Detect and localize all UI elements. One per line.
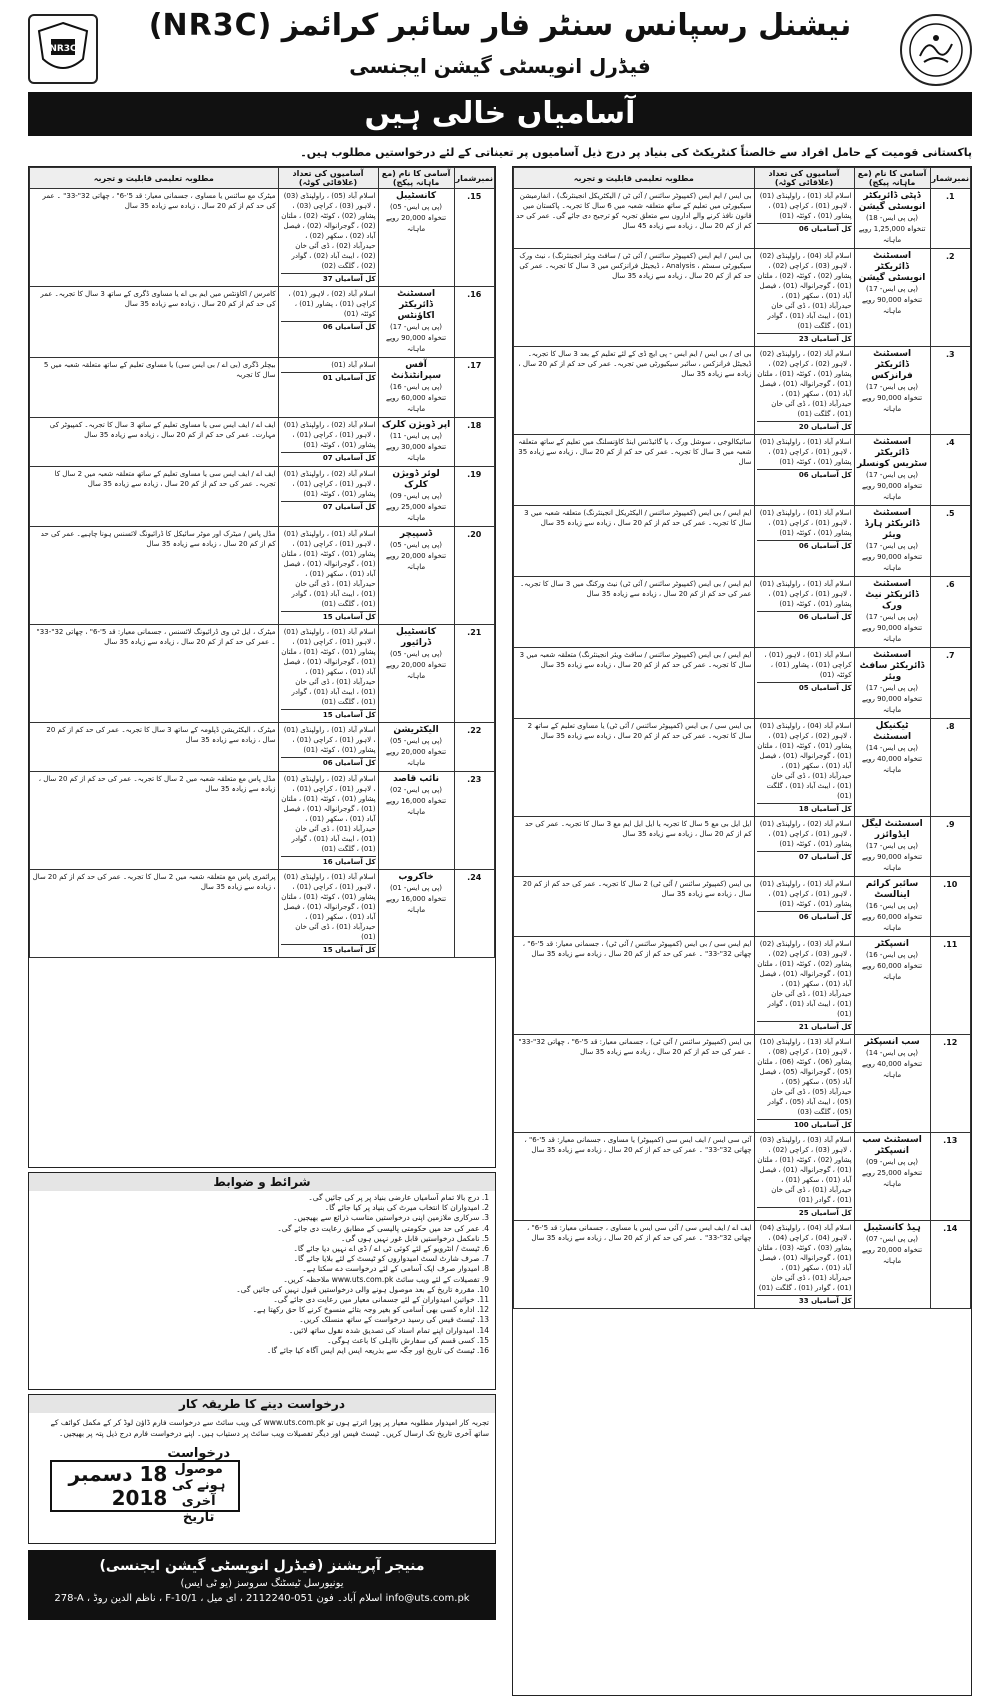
post-salary: تنخواہ 20,000 روپے ماہانہ [862, 1246, 923, 1265]
post-name: لوئر ڈویژن کلرک [392, 469, 440, 490]
post-number: 7. [930, 648, 970, 719]
seats-cell [754, 347, 854, 435]
post-salary: تنخواہ 25,000 روپے ماہانہ [386, 503, 447, 522]
table-row [514, 719, 971, 817]
qualification-cell: بی ایس (کمپیوٹر سائنس / آئی ٹی) 2 سال کا تجربہ۔ عمر کی حد کم از کم 20 سال ، زیادہ سے زیادہ 35 سال [514, 877, 755, 937]
table-row [514, 877, 971, 937]
seats-cell [754, 1035, 854, 1133]
seats-total: کل آسامیاں 06 [757, 223, 852, 234]
shield-icon [33, 19, 93, 79]
post-cell [854, 506, 930, 577]
post-scale: (پی پی ایس- 14) [866, 1049, 919, 1057]
table-row [30, 527, 495, 625]
table-row [514, 435, 971, 506]
intro-text: پاکستانی قومیت کے حامل افراد سے خالصتاً کنٹریکٹ کی بنیاد پر درج ذیل آسامیوں پر تعیناتی کے لئے درخواستیں مطلوب ہیں۔ [300, 146, 972, 159]
post-name: اسسٹنٹ لیگل ایڈوائزر [861, 819, 923, 840]
seats-cell [278, 287, 378, 358]
qualification-cell: ایف اے / ایف ایس سی یا مساوی تعلیم کے ساتھ متعلقہ شعبہ میں 2 سال کا تجربہ۔ عمر کی حد کم از کم 20 سال ، زیادہ سے زیادہ 35 سال [30, 467, 279, 527]
seats-cell [754, 1133, 854, 1221]
terms-item: 11. خواتین امیدواران کے لئے جسمانی معیار میں رعایت دی جائے گی۔ [273, 1295, 489, 1305]
post-salary: تنخواہ 20,000 روپے ماہانہ [386, 214, 447, 233]
post-cell [854, 719, 930, 817]
deadline-date: 18 دسمبر 2018 [68, 1462, 168, 1510]
terms-item: 1. درج بالا تمام آسامیاں عارضی بنیاد پر پر کی جائیں گی۔ [308, 1193, 489, 1202]
table-row [30, 772, 495, 870]
post-number: 23. [454, 772, 494, 870]
terms-item: 8. امیدوار صرف ایک آسامی کے لئے درخواست دے سکتا ہے۔ [302, 1264, 489, 1274]
seats-total: کل آسامیاں 16 [281, 856, 376, 867]
seats-list: اسلام آباد (03) ، راولپنڈی (03) ، لاہور (03) ، کراچی (02) ، پشاور (02) ، کوئٹہ (01) ، ملتان (01) ، گوجرانوالہ (01) ، فیصل آباد (01) ، سکھر (01) ، حیدرآباد (01) ، ڈی آئی خان (01) ، گوادر (01) [757, 1136, 852, 1204]
post-number: 13. [930, 1133, 970, 1221]
seats-cell [754, 648, 854, 719]
header-seats: آسامیوں کی تعداد (علاقائی کوٹہ) [754, 168, 854, 189]
post-number: 24. [454, 870, 494, 958]
qualification-cell: ایف اے / ایف ایس سی / آئی سی ایس یا مساوی ، جسمانی معیار: قد 5'-6" ، چھاتی 32"-33" ۔ عمر کی حد کم از کم 20 سال ، زیادہ سے زیادہ 35 سال [514, 1221, 755, 1309]
seats-cell [278, 418, 378, 467]
qualification-cell: ایم ایس / بی ایس (کمپیوٹر سائنس / آئی ٹی) نیٹ ورکنگ میں 3 سال کا تجربہ۔ عمر کی حد کم از کم 20 سال ، زیادہ سے زیادہ 35 سال [514, 577, 755, 648]
terms-item: 9. تفصیلات کے لئے ویب سائٹ www.uts.com.pk ملاحظہ کریں۔ [283, 1274, 489, 1284]
post-cell [378, 358, 454, 418]
seats-list: اسلام آباد (01) ، راولپنڈی (01) ، لاہور (01) ، کراچی (01) ، پشاور (01) ، کوئٹہ (01) [759, 509, 852, 537]
post-salary: تنخواہ 16,000 روپے ماہانہ [386, 797, 447, 816]
post-name: ٹیکنیکل اسسٹنٹ [873, 721, 912, 742]
post-number: 15. [454, 189, 494, 287]
post-number: 22. [454, 723, 494, 772]
seats-list: اسلام آباد (02) ، راولپنڈی (01) ، لاہور (01) ، کراچی (01) ، پشاور (01) ، کوئٹہ (01) [759, 820, 852, 848]
post-salary: تنخواہ 25,000 روپے ماہانہ [862, 1169, 923, 1188]
seats-cell [754, 937, 854, 1035]
post-salary: تنخواہ 90,000 روپے ماہانہ [862, 394, 923, 413]
post-salary: تنخواہ 60,000 روپے ماہانہ [862, 913, 923, 932]
seats-cell [754, 189, 854, 249]
seats-total: کل آسامیاں 25 [757, 1207, 852, 1218]
post-name: اسسٹنٹ ڈائریکٹر نیٹ ورک [865, 579, 919, 611]
post-scale: (پی پی ایس- 17) [390, 323, 443, 331]
post-salary: تنخواہ 90,000 روپے ماہانہ [386, 334, 447, 353]
terms-item: 14. امیدواران اپنے تمام اسناد کی تصدیق شدہ نقول ساتھ لائیں۔ [288, 1325, 489, 1335]
post-name: نائب قاصد [393, 774, 440, 784]
seats-total: کل آسامیاں 20 [757, 421, 852, 432]
address-line-2: یونیورسل ٹیسٹنگ سروسز (یو ٹی ایس) [180, 1578, 344, 1589]
post-scale: (پی پی ایس- 11) [390, 432, 443, 440]
post-cell [854, 817, 930, 877]
post-scale: (پی پی ایس- 09) [866, 1158, 919, 1166]
seats-cell [278, 772, 378, 870]
post-salary: تنخواہ 90,000 روپے ماہانہ [862, 853, 923, 872]
post-scale: (پی پی ایس- 17) [866, 383, 919, 391]
seats-cell [278, 723, 378, 772]
post-salary: تنخواہ 16,000 روپے ماہانہ [386, 895, 447, 914]
table-row [514, 249, 971, 347]
header-post: آسامی کا نام (مع ماہانہ پیکج) [378, 168, 454, 189]
post-number: 4. [930, 435, 970, 506]
post-cell [378, 772, 454, 870]
deadline-label: درخواست موصول ہونے کی آخری تاریخ [167, 1446, 230, 1525]
post-name: ڈسپیچر [399, 529, 433, 539]
post-salary: تنخواہ 1,25,000 روپے ماہانہ [858, 225, 926, 244]
post-number: 12. [930, 1035, 970, 1133]
post-cell [854, 435, 930, 506]
post-cell [378, 625, 454, 723]
seats-list: اسلام آباد (02) ، راولپنڈی (01) ، لاہور (01) ، کراچی (01) ، پشاور (01) ، کوئٹہ (01) ، ملتان (01) ، گوجرانوالہ (01) ، فیصل آباد (01) ، سکھر (01) ، حیدرآباد (01) ، ڈی آئی خان (01) ، ایبٹ آباد (01) ، گوادر (01) ، گلگت (01) [281, 775, 376, 853]
post-cell [854, 577, 930, 648]
post-scale: (پی پی ایس- 17) [866, 684, 919, 692]
post-salary: تنخواہ 20,000 روپے ماہانہ [386, 748, 447, 767]
post-salary: تنخواہ 60,000 روپے ماہانہ [386, 394, 447, 413]
seats-cell [278, 358, 378, 418]
seats-cell [754, 577, 854, 648]
qualification-cell: بیچلر ڈگری (بی اے / بی ایس سی) یا مساوی تعلیم کے ساتھ متعلقہ شعبہ میں 5 سال کا تجربہ [30, 358, 279, 418]
deadline-box [50, 1446, 240, 1525]
seats-list: اسلام آباد (02) ، لاہور (01) ، کراچی (01) ، پشاور (01) ، کوئٹہ (01) [288, 290, 376, 318]
post-scale: (پی پی ایس- 17) [866, 471, 919, 479]
post-salary: تنخواہ 20,000 روپے ماہانہ [386, 661, 447, 680]
post-name: الیکٹریشن [393, 725, 439, 735]
post-name: اسسٹنٹ ڈائریکٹر انویسٹی گیشن [858, 251, 926, 283]
header [0, 0, 999, 100]
table-row [30, 189, 495, 287]
qualification-cell: ایم ایس / بی ایس (کمپیوٹر سائنس / الیکٹریکل انجینئرنگ) متعلقہ شعبہ میں 3 سال کا تجربہ۔ عمر کی حد کم از کم 20 سال ، زیادہ سے زیادہ 35 سال [514, 506, 755, 577]
qualification-cell: پرائمری پاس مع متعلقہ شعبہ میں 2 سال کا تجربہ۔ عمر کی حد کم از کم 20 سال ، زیادہ سے زیادہ 35 سال [30, 870, 279, 958]
seats-list: اسلام آباد (01) ، راولپنڈی (01) ، لاہور (01) ، کراچی (01) ، پشاور (01) ، کوئٹہ (01) [283, 726, 376, 754]
qualification-cell: ایف اے / ایف ایس سی یا مساوی تعلیم کے ساتھ 3 سال کا تجربہ۔ کمپیوٹر کی مہارت۔ عمر کی حد کم از کم 20 سال ، زیادہ سے زیادہ 35 سال [30, 418, 279, 467]
post-salary: تنخواہ 20,000 روپے ماہانہ [386, 552, 447, 571]
seats-total: کل آسامیاں 07 [281, 452, 376, 463]
terms-item: 5. نامکمل درخواستیں قابل غور نہیں ہوں گی۔ [341, 1233, 489, 1243]
post-cell [854, 648, 930, 719]
seats-total: کل آسامیاں 05 [757, 682, 852, 693]
table-row [514, 648, 971, 719]
seats-cell [754, 877, 854, 937]
post-name: سب انسپکٹر [864, 1037, 920, 1047]
address-line-3: 278-A ، ناظم الدین روڈ ، F-10/1 ، اسلام آباد۔ فون 051-2112240 ، ای میل info@uts.com.pk [54, 1593, 470, 1604]
post-number: 19. [454, 467, 494, 527]
seats-list: اسلام آباد (01) ، راولپنڈی (01) ، لاہور (01) ، کراچی (01) ، پشاور (01) ، کوئٹہ (01) ، ملتان (01) ، گوجرانوالہ (01) ، فیصل آباد (01) ، سکھر (01) ، حیدرآباد (01) ، ڈی آئی خان (01) [281, 873, 376, 941]
post-number: 2. [930, 249, 970, 347]
qualification-cell: مڈل پاس مع متعلقہ شعبہ میں 2 سال کا تجربہ۔ عمر کی حد کم از کم 20 سال ، زیادہ سے زیادہ 35 سال [30, 772, 279, 870]
seats-total: کل آسامیاں 33 [757, 1295, 852, 1306]
seats-total: کل آسامیاں 07 [281, 501, 376, 512]
seats-total: کل آسامیاں 07 [757, 851, 852, 862]
seats-cell [754, 435, 854, 506]
post-scale: (پی پی ایس- 17) [866, 285, 919, 293]
post-cell [854, 249, 930, 347]
post-number: 16. [454, 287, 494, 358]
post-salary: تنخواہ 90,000 روپے ماہانہ [862, 482, 923, 501]
post-cell [854, 937, 930, 1035]
post-name: انسپکٹر [875, 939, 909, 949]
post-name: اسسٹنٹ ڈائریکٹر سٹریس کونسلر [857, 437, 928, 469]
post-number: 11. [930, 937, 970, 1035]
table-header-row [30, 168, 495, 189]
seats-list: اسلام آباد (04) ، راولپنڈی (04) ، لاہور (04) ، کراچی (04) ، پشاور (03) ، کوئٹہ (03) ، ملتان (01) ، گوجرانوالہ (01) ، فیصل آباد (01) ، سکھر (01) ، حیدرآباد (01) ، ڈی آئی خان (01) ، گوادر (01) ، گلگت (01) [757, 1224, 852, 1292]
post-cell [854, 1221, 930, 1309]
post-salary: تنخواہ 90,000 روپے ماہانہ [862, 624, 923, 643]
apply-text: تجربہ کار امیدوار مطلوبہ معیار پر پورا اترتے ہوں تو www.uts.com.pk کی ویب سائٹ سے درخواست فارم ڈاؤن لوڈ کر کے مکمل کوائف کے ساتھ آخری تاریخ تک ارسال کریں۔ ٹیسٹ فیس اور دیگر تفصیلات ویب سائٹ پر دستیاب ہیں۔ اپنے درخواست فارم درج ذیل پتہ پر بھیجیں۔ [50, 1418, 489, 1438]
post-salary: تنخواہ 40,000 روپے ماہانہ [862, 1060, 923, 1079]
seats-total: کل آسامیاں 18 [757, 803, 852, 814]
post-cell [378, 467, 454, 527]
table-row [30, 723, 495, 772]
address-line-1: منیجر آپریشنز (فیڈرل انویسٹی گیشن ایجنسی) [99, 1558, 425, 1574]
header-qual: مطلوبہ تعلیمی قابلیت و تجربہ [514, 168, 755, 189]
post-name: اسسٹنٹ ڈائریکٹر سافٹ ویئر [859, 650, 925, 682]
qualification-cell: ایم ایس سی / بی ایس (کمپیوٹر سائنس / آئی ٹی) ، جسمانی معیار: قد 5'-6" ، چھاتی 32"-33" ۔ عمر کی حد کم از کم 20 سال ، زیادہ سے زیادہ 35 سال [514, 937, 755, 1035]
header-seats: آسامیوں کی تعداد (علاقائی کوٹہ) [278, 168, 378, 189]
post-name: سائبر کرائم اینالسٹ [865, 879, 919, 900]
seats-list: اسلام آباد (01) ، راولپنڈی (01) ، لاہور (01) ، کراچی (01) ، پشاور (01) ، کوئٹہ (01) ، ملتان (01) ، گوجرانوالہ (01) ، فیصل آباد (01) ، سکھر (01) ، حیدرآباد (01) ، ڈی آئی خان (01) ، ایبٹ آباد (01) ، گوادر (01) ، گلگت (01) [281, 628, 376, 706]
post-salary: تنخواہ 90,000 روپے ماہانہ [862, 695, 923, 714]
table-row [514, 347, 971, 435]
table-row [30, 287, 495, 358]
header-qual: مطلوبہ تعلیمی قابلیت و تجربہ [30, 168, 279, 189]
terms-item: 2. امیدواران کا انتخاب میرٹ کی بنیاد پر کیا جائے گا۔ [324, 1203, 489, 1213]
nr3c-logo [28, 14, 98, 84]
seats-total: کل آسامیاں 06 [281, 757, 376, 768]
post-scale: (پی پی ایس- 01) [390, 884, 443, 892]
table-row [514, 817, 971, 877]
post-salary: تنخواہ 40,000 روپے ماہانہ [862, 755, 923, 774]
post-name: اسسٹنٹ ڈائریکٹر فرانزکس [871, 349, 913, 381]
seats-list: اسلام آباد (01) ، راولپنڈی (01) ، لاہور (01) ، کراچی (01) ، پشاور (01) ، کوئٹہ (01) [759, 880, 852, 908]
qualification-cell: میٹرک مع سائنس یا مساوی ، جسمانی معیار: قد 5'-6" ، چھاتی 32"-33" ۔ عمر کی حد کم از کم 20 سال ، زیادہ سے زیادہ 35 سال [30, 189, 279, 287]
header-sn: نمبرشمار [930, 168, 970, 189]
post-name: اسسٹنٹ سب انسپکٹر [862, 1135, 922, 1156]
seats-total: کل آسامیاں 06 [281, 321, 376, 332]
seats-cell [278, 467, 378, 527]
qualification-cell: کامرس / اکاؤنٹس میں ایم بی اے یا مساوی ڈگری کے ساتھ 3 سال کا تجربہ۔ عمر کی حد کم از کم 20 سال ، زیادہ سے زیادہ 35 سال [30, 287, 279, 358]
post-scale: (پی پی ایس- 16) [866, 951, 919, 959]
posts-table [513, 167, 971, 1309]
vacancies-banner: آسامیاں خالی ہیں [28, 92, 972, 136]
seats-cell [278, 527, 378, 625]
post-number: 8. [930, 719, 970, 817]
post-scale: (پی پی ایس- 09) [390, 492, 443, 500]
seats-list: اسلام آباد (01) ، راولپنڈی (01) ، لاہور (01) ، کراچی (01) ، پشاور (01) ، کوئٹہ (01) [759, 438, 852, 466]
header-post: آسامی کا نام (مع ماہانہ پیکج) [854, 168, 930, 189]
post-number: 5. [930, 506, 970, 577]
table-row [514, 1035, 971, 1133]
post-scale: (پی پی ایس- 05) [390, 541, 443, 549]
post-cell [854, 1133, 930, 1221]
post-name: ڈپٹی ڈائریکٹر انویسٹی گیشن [858, 191, 926, 212]
terms-item: 7. صرف شارٹ لسٹ امیدواروں کو ٹیسٹ کے لئے بلایا جائے گا۔ [293, 1254, 489, 1264]
posts-table [29, 167, 495, 958]
post-name: اسسٹنٹ ڈائریکٹر ہارڈ ویئر [864, 508, 920, 540]
seats-total: کل آسامیاں 01 [281, 372, 376, 383]
post-cell [854, 347, 930, 435]
seats-list: اسلام آباد (04) ، راولپنڈی (02) ، لاہور (03) ، کراچی (02) ، پشاور (02) ، کوئٹہ (02) ، ملتان (01) ، گوجرانوالہ (01) ، فیصل آباد (01) ، سکھر (01) ، حیدرآباد (01) ، ڈی آئی خان (01) ، ایبٹ آباد (01) ، گوادر (01) ، گلگت (01) [757, 252, 852, 330]
post-cell [378, 527, 454, 625]
post-scale: (پی پی ایس- 14) [866, 744, 919, 752]
posts-table-left [28, 166, 496, 1168]
seats-list: اسلام آباد (01) [331, 361, 376, 369]
post-name: ہیڈ کانسٹیبل [863, 1223, 921, 1233]
table-row [30, 418, 495, 467]
seats-cell [754, 506, 854, 577]
seats-list: اسلام آباد (02) ، راولپنڈی (01) ، لاہور (01) ، کراچی (01) ، پشاور (01) ، کوئٹہ (01) [283, 470, 376, 498]
post-name: اپر ڈویژن کلرک [381, 420, 451, 430]
post-salary: تنخواہ 30,000 روپے ماہانہ [386, 443, 447, 462]
seats-cell [754, 817, 854, 877]
post-scale: (پی پی ایس- 05) [390, 737, 443, 745]
seats-total: کل آسامیاں 06 [757, 911, 852, 922]
post-number: 18. [454, 418, 494, 467]
seats-cell [278, 189, 378, 287]
seats-list: اسلام آباد (02) ، راولپنڈی (02) ، لاہور (02) ، کراچی (02) ، پشاور (01) ، کوئٹہ (01) ، ملتان (01) ، گوجرانوالہ (01) ، فیصل آباد (01) ، سکھر (01) ، حیدرآباد (01) ، ڈی آئی خان (01) ، گلگت (01) [757, 350, 852, 418]
qualification-cell: ایل ایل بی مع 5 سال کا تجربہ یا ایل ایل ایم مع 3 سال کا تجربہ۔ عمر کی حد کم از کم 20 سال ، زیادہ سے زیادہ 35 سال [514, 817, 755, 877]
terms-item: 13. ٹیسٹ فیس کی رسید درخواست کے ساتھ منسلک کریں۔ [299, 1315, 489, 1325]
address-block [28, 1550, 496, 1620]
post-scale: (پی پی ایس- 05) [390, 650, 443, 658]
post-name: آفس سپرانٹنڈنٹ [391, 360, 442, 381]
seats-total: کل آسامیاں 15 [281, 944, 376, 955]
page-subtitle: فیڈرل انویسٹی گیشن ایجنسی [349, 54, 651, 78]
qualification-cell: بی ایس (کمپیوٹر سائنس / آئی ٹی) ، جسمانی معیار: قد 5'-6" ، چھاتی 32"-33" ۔ عمر کی حد کم از کم 20 سال ، زیادہ سے زیادہ 35 سال [514, 1035, 755, 1133]
seats-list: اسلام آباد (01) ، راولپنڈی (01) ، لاہور (01) ، کراچی (01) ، پشاور (01) ، کوئٹہ (01) [759, 192, 852, 220]
post-scale: (پی پی ایس- 17) [866, 542, 919, 550]
terms-item: 4. عمر کی حد میں حکومتی پالیسی کے مطابق رعایت دی جائے گی۔ [277, 1223, 489, 1233]
post-scale: (پی پی ایس- 05) [390, 203, 443, 211]
seats-total: کل آسامیاں 15 [281, 709, 376, 720]
post-scale: (پی پی ایس- 17) [866, 613, 919, 621]
terms-item: 12. ادارہ کسی بھی آسامی کو بغیر وجہ بتائے منسوخ کرنے کا حق رکھتا ہے۔ [252, 1305, 489, 1315]
qualification-cell: آئی سی ایس / ایف ایس سی (کمپیوٹر) یا مساوی ، جسمانی معیار: قد 5'-6" ، چھاتی 32"-33" ۔ عمر کی حد کم از کم 20 سال ، زیادہ سے زیادہ 35 سال [514, 1133, 755, 1221]
post-number: 17. [454, 358, 494, 418]
post-number: 10. [930, 877, 970, 937]
qualification-cell: میٹرک ، الیکٹریشن ڈپلومہ کے ساتھ 3 سال کا تجربہ۔ عمر کی حد کم از کم 20 سال ، زیادہ سے زیادہ 35 سال [30, 723, 279, 772]
post-number: 14. [930, 1221, 970, 1309]
post-cell [854, 189, 930, 249]
table-row [30, 625, 495, 723]
seats-total: کل آسامیاں 37 [281, 273, 376, 284]
table-header-row [514, 168, 971, 189]
apply-title: درخواست دینے کا طریقہ کار [29, 1395, 495, 1413]
table-row [514, 577, 971, 648]
post-cell [854, 1035, 930, 1133]
post-cell [378, 870, 454, 958]
post-cell [378, 723, 454, 772]
table-row [30, 870, 495, 958]
terms-list [29, 1191, 495, 1358]
post-name: اسسٹنٹ ڈائریکٹر اکاؤنٹس [397, 289, 436, 321]
post-number: 20. [454, 527, 494, 625]
seats-list: اسلام آباد (03) ، راولپنڈی (02) ، لاہور (03) ، کراچی (02) ، پشاور (02) ، کوئٹہ (01) ، ملتان (01) ، گوجرانوالہ (01) ، فیصل آباد (01) ، سکھر (01) ، حیدرآباد (01) ، ڈی آئی خان (01) ، ایبٹ آباد (01) ، گوادر (01) [757, 940, 852, 1018]
qualification-cell: سائیکالوجی ، سوشل ورک ، یا گائیڈنس اینڈ کاؤنسلنگ میں تعلیم کے ساتھ متعلقہ شعبہ میں 3 سال کا تجربہ۔ عمر کی حد کم از کم 20 سال ، زیادہ سے زیادہ 35 سال [514, 435, 755, 506]
post-salary: تنخواہ 60,000 روپے ماہانہ [862, 962, 923, 981]
post-scale: (پی پی ایس- 07) [866, 1235, 919, 1243]
seats-list: اسلام آباد (02) ، راولپنڈی (01) ، لاہور (01) ، کراچی (01) ، پشاور (01) ، کوئٹہ (01) [283, 421, 376, 449]
seats-cell [754, 1221, 854, 1309]
seats-list: اسلام آباد (01) ، لاہور (01) ، کراچی (01) ، پشاور (01) ، کوئٹہ (01) [764, 651, 852, 679]
qualification-cell: ایم ایس / بی ایس (کمپیوٹر سائنس / سافٹ ویئر انجینئرنگ) متعلقہ شعبہ میں 3 سال کا تجربہ۔ عمر کی حد کم از کم 20 سال ، زیادہ سے زیادہ 35 سال [514, 648, 755, 719]
post-scale: (پی پی ایس- 16) [866, 902, 919, 910]
table-row [514, 506, 971, 577]
seats-total: کل آسامیاں 06 [757, 469, 852, 480]
terms-title: شرائط و ضوابط [29, 1173, 495, 1191]
seats-total: کل آسامیاں 21 [757, 1021, 852, 1032]
qualification-cell: مڈل پاس / میٹرک اور موٹر سائیکل کا ڈرائیونگ لائسنس ہونا چاہیے۔ عمر کی حد کم از کم 20 سال ، زیادہ سے زیادہ 35 سال [30, 527, 279, 625]
table-row [514, 1221, 971, 1309]
qualification-cell: بی ایس سی / بی ایس (کمپیوٹر سائنس / آئی ٹی) یا مساوی تعلیم کے ساتھ 2 سال کا تجربہ۔ عمر کی حد کم از کم 20 سال ، زیادہ سے زیادہ 35 سال [514, 719, 755, 817]
terms-section [28, 1172, 496, 1390]
post-number: 9. [930, 817, 970, 877]
terms-item: 6. ٹیسٹ / انٹرویو کے لئے کوئی ٹی اے / ڈی اے نہیں دیا جائے گا۔ [293, 1244, 489, 1254]
seats-total: کل آسامیاں 06 [757, 540, 852, 551]
seats-total: کل آسامیاں 100 [757, 1119, 852, 1130]
seats-cell [278, 870, 378, 958]
seats-list: اسلام آباد (01) ، راولپنڈی (01) ، لاہور (01) ، کراچی (01) ، پشاور (01) ، کوئٹہ (01) [759, 580, 852, 608]
seats-list: اسلام آباد (13) ، راولپنڈی (10) ، لاہور (10) ، کراچی (08) ، پشاور (06) ، کوئٹہ (06) ، ملتان (05) ، گوجرانوالہ (05) ، فیصل آباد (05) ، سکھر (05) ، حیدرآباد (05) ، ڈی آئی خان (05) ، ایبٹ آباد (05) ، گوادر (05) ، گلگت (03) [757, 1038, 852, 1116]
terms-item: 16. ٹیسٹ کی تاریخ اور جگہ سے بذریعہ ایس ایم ایس آگاہ کیا جائے گا۔ [266, 1346, 489, 1356]
table-row [30, 467, 495, 527]
post-scale: (پی پی ایس- 16) [390, 383, 443, 391]
post-number: 3. [930, 347, 970, 435]
seats-cell [754, 719, 854, 817]
seats-cell [754, 249, 854, 347]
post-cell [378, 418, 454, 467]
post-number: 6. [930, 577, 970, 648]
post-cell [378, 189, 454, 287]
post-name: خاکروب [398, 872, 434, 882]
seats-total: کل آسامیاں 23 [757, 333, 852, 344]
seats-list: اسلام آباد (01) ، راولپنڈی (01) ، لاہور (01) ، کراچی (01) ، پشاور (01) ، کوئٹہ (01) ، ملتان (01) ، گوجرانوالہ (01) ، فیصل آباد (01) ، سکھر (01) ، حیدرآباد (01) ، ڈی آئی خان (01) ، ایبٹ آباد (01) ، گوادر (01) ، گلگت (01) [281, 530, 376, 608]
fia-logo [900, 14, 972, 86]
page-title: نیشنل رسپانس سنٹر فار سائبر کرائمز (NR3C) [148, 8, 852, 43]
post-name: کانسٹیبل [395, 191, 437, 201]
post-number: 1. [930, 189, 970, 249]
post-cell [378, 287, 454, 358]
post-salary: تنخواہ 90,000 روپے ماہانہ [862, 553, 923, 572]
post-scale: (پی پی ایس- 17) [866, 842, 919, 850]
table-row [30, 358, 495, 418]
terms-item: 3. سرکاری ملازمین اپنی درخواستیں مناسب ذرائع سے بھیجیں۔ [293, 1213, 489, 1223]
seats-list: اسلام آباد (05) ، راولپنڈی (03) ، لاہور (03) ، کراچی (03) ، پشاور (02) ، کوئٹہ (02) ، ملتان (02) ، گوجرانوالہ (02) ، فیصل آباد (02) ، سکھر (02) ، حیدرآباد (02) ، ڈی آئی خان (02) ، ایبٹ آباد (02) ، گوادر (02) ، گلگت (02) [281, 192, 376, 270]
seats-cell [278, 625, 378, 723]
terms-item: 10. مقررہ تاریخ کے بعد موصول ہونے والی درخواستیں قبول نہیں کی جائیں گی۔ [236, 1284, 489, 1294]
terms-item: 15. کسی قسم کی سفارش نااہلی کا باعث ہوگی۔ [327, 1335, 489, 1345]
post-cell [854, 877, 930, 937]
seats-list: اسلام آباد (04) ، راولپنڈی (01) ، لاہور (02) ، کراچی (01) ، پشاور (01) ، کوئٹہ (01) ، ملتان (01) ، گوجرانوالہ (01) ، فیصل آباد (01) ، سکھر (01) ، حیدرآباد (01) ، ڈی آئی خان (01) ، ایبٹ آباد (01) ، گلگت (01) [757, 722, 852, 800]
qualification-cell: بی ایس / ایم ایس (کمپیوٹر سائنس / آئی ٹی / الیکٹریکل انجینئرنگ) ، انفارمیشن سیکیورٹی میں تعلیم کے ساتھ متعلقہ شعبہ میں 6 سال کا تجربہ۔ پاکستان میں قانون نافذ کرنے والے اداروں سے متعلق تجربہ کو ترجیح دی جائے گی۔ عمر کی حد کم از کم 20 سال ، زیادہ سے زیادہ 45 سال [514, 189, 755, 249]
table-row [514, 189, 971, 249]
table-row [514, 937, 971, 1035]
table-row [514, 1133, 971, 1221]
logo-left-text: NR3C [49, 44, 77, 54]
post-scale: (پی پی ایس- 02) [390, 786, 443, 794]
seats-total: کل آسامیاں 06 [757, 611, 852, 622]
qualification-cell: میٹرک ، ایل ٹی وی ڈرائیونگ لائسنس ، جسمانی معیار: قد 5'-6" ، چھاتی 32"-33" ۔ عمر کی حد کم از کم 20 سال ، زیادہ سے زیادہ 35 سال [30, 625, 279, 723]
post-scale: (پی پی ایس- 18) [866, 214, 919, 222]
post-number: 21. [454, 625, 494, 723]
calligraphy-emblem-icon [906, 20, 966, 80]
qualification-cell: بی ای / بی ایس / ایم ایس - پی ایچ ڈی کے لئے تعلیم کے بعد 3 سال کا تجربہ۔ ڈیجیٹل فرانزکس ، سائبر سیکیورٹی میں تجربہ۔ عمر کی حد کم از کم 20 سال ، زیادہ سے زیادہ 35 سال [514, 347, 755, 435]
post-name: کانسٹیبل ڈرائیور [395, 627, 437, 648]
post-salary: تنخواہ 90,000 روپے ماہانہ [862, 296, 923, 315]
qualification-cell: بی ایس / ایم ایس (کمپیوٹر سائنس / آئی ٹی / سافٹ ویئر انجینئرنگ) ، نیٹ ورک سیکیورٹی سسٹم ، Analysis ، ڈیجیٹل فرانزکس میں 3 سال کا تجربہ۔ عمر کی حد کم از کم 20 سال ، زیادہ سے زیادہ 35 سال [514, 249, 755, 347]
posts-table-right [512, 166, 972, 1696]
header-sn: نمبرشمار [454, 168, 494, 189]
seats-total: کل آسامیاں 15 [281, 611, 376, 622]
